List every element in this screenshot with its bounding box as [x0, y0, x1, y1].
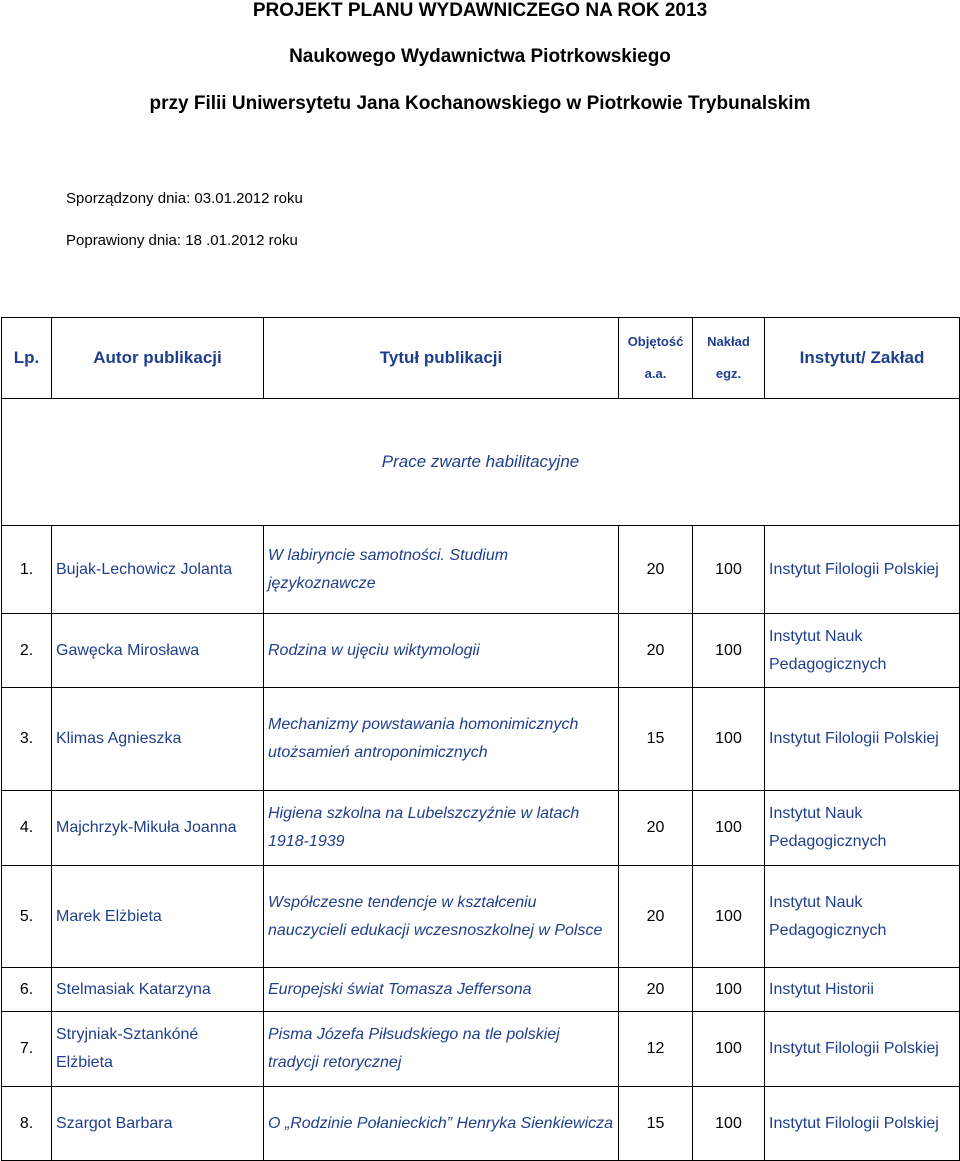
- column-header-author: Autor publikacji: [52, 318, 264, 399]
- cell-author: Stelmasiak Katarzyna: [52, 968, 264, 1012]
- cell-volume: 12: [619, 1012, 693, 1087]
- table-row: [2, 688, 960, 791]
- cell-print: 100: [693, 526, 765, 614]
- cell-title: O „Rodzinie Połanieckich” Henryka Sienkiewicza: [264, 1087, 619, 1161]
- column-header-volume-unit: a.a.: [644, 366, 667, 381]
- column-header-lp: Lp.: [2, 318, 52, 399]
- table-row: [2, 526, 960, 614]
- cell-volume: 15: [619, 688, 693, 791]
- cell-title: Europejski świat Tomasza Jeffersona: [264, 968, 619, 1012]
- publication-plan-table: [1, 317, 960, 1161]
- cell-lp: 7.: [2, 1012, 52, 1087]
- column-header-print-unit: egz.: [715, 366, 742, 381]
- cell-lp: 3.: [2, 688, 52, 791]
- cell-print: 100: [693, 1087, 765, 1161]
- cell-print: 100: [693, 614, 765, 688]
- cell-institute: Instytut Nauk Pedagogicznych: [765, 791, 960, 866]
- table-row: [2, 866, 960, 968]
- column-header-title: Tytuł publikacji: [264, 318, 619, 399]
- table-row: [2, 791, 960, 866]
- cell-author: Marek Elżbieta: [52, 866, 264, 968]
- cell-title: Mechanizmy powstawania homonimicznych utożsamień antroponimicznych: [264, 688, 619, 791]
- cell-volume: 20: [619, 614, 693, 688]
- cell-institute: Instytut Filologii Polskiej: [765, 1087, 960, 1161]
- cell-print: 100: [693, 688, 765, 791]
- cell-lp: 4.: [2, 791, 52, 866]
- cell-lp: 5.: [2, 866, 52, 968]
- cell-print: 100: [693, 1012, 765, 1087]
- cell-title: Higiena szkolna na Lubelszczyźnie w latach 1918-1939: [264, 791, 619, 866]
- cell-title: Współczesne tendencje w kształceniu nauczycieli edukacji wczesnoszkolnej w Polsce: [264, 866, 619, 968]
- cell-volume: 15: [619, 1087, 693, 1161]
- revised-date: Poprawiony dnia: 18 .01.2012 roku: [66, 232, 298, 249]
- column-header-volume: [619, 318, 693, 399]
- document-title: PROJEKT PLANU WYDAWNICZEGO NA ROK 2013: [252, 0, 708, 21]
- cell-author: Klimas Agnieszka: [52, 688, 264, 791]
- cell-title: W labiryncie samotności. Studium językoznawcze: [264, 526, 619, 614]
- cell-author: Stryjniak-Sztankóné Elżbieta: [52, 1012, 264, 1087]
- cell-author: Majchrzyk-Mikuła Joanna: [52, 791, 264, 866]
- publisher-affiliation: przy Filii Uniwersytetu Jana Kochanowskiego w Piotrkowie Trybunalskim: [149, 93, 811, 114]
- table-row: [2, 968, 960, 1012]
- cell-institute: Instytut Nauk Pedagogicznych: [765, 614, 960, 688]
- cell-lp: 6.: [2, 968, 52, 1012]
- cell-lp: 1.: [2, 526, 52, 614]
- publisher-name: Naukowego Wydawnictwa Piotrkowskiego: [289, 46, 671, 67]
- cell-title: Pisma Józefa Piłsudskiego na tle polskiej tradycji retorycznej: [264, 1012, 619, 1087]
- column-header-print-label: Nakład: [707, 334, 750, 349]
- cell-print: 100: [693, 968, 765, 1012]
- cell-author: Gawęcka Mirosława: [52, 614, 264, 688]
- cell-institute: Instytut Filologii Polskiej: [765, 1012, 960, 1087]
- cell-title: Rodzina w ujęciu wiktymologii: [264, 614, 619, 688]
- cell-institute: Instytut Nauk Pedagogicznych: [765, 866, 960, 968]
- section-row: [2, 399, 960, 526]
- cell-lp: 8.: [2, 1087, 52, 1161]
- cell-institute: Instytut Filologii Polskiej: [765, 526, 960, 614]
- section-title: Prace zwarte habilitacyjne: [2, 399, 960, 526]
- table-header-row: [2, 318, 960, 399]
- cell-author: Bujak-Lechowicz Jolanta: [52, 526, 264, 614]
- cell-print: 100: [693, 866, 765, 968]
- cell-volume: 20: [619, 866, 693, 968]
- cell-volume: 20: [619, 791, 693, 866]
- cell-author: Szargot Barbara: [52, 1087, 264, 1161]
- table-row: [2, 1012, 960, 1087]
- table-row: [2, 614, 960, 688]
- cell-institute: Instytut Filologii Polskiej: [765, 688, 960, 791]
- cell-volume: 20: [619, 526, 693, 614]
- created-date: Sporządzony dnia: 03.01.2012 roku: [66, 190, 303, 207]
- column-header-institute: Instytut/ Zakład: [765, 318, 960, 399]
- cell-volume: 20: [619, 968, 693, 1012]
- cell-print: 100: [693, 791, 765, 866]
- cell-lp: 2.: [2, 614, 52, 688]
- table-row: [2, 1087, 960, 1161]
- column-header-print: [693, 318, 765, 399]
- cell-institute: Instytut Historii: [765, 968, 960, 1012]
- column-header-volume-label: Objętość: [627, 334, 684, 349]
